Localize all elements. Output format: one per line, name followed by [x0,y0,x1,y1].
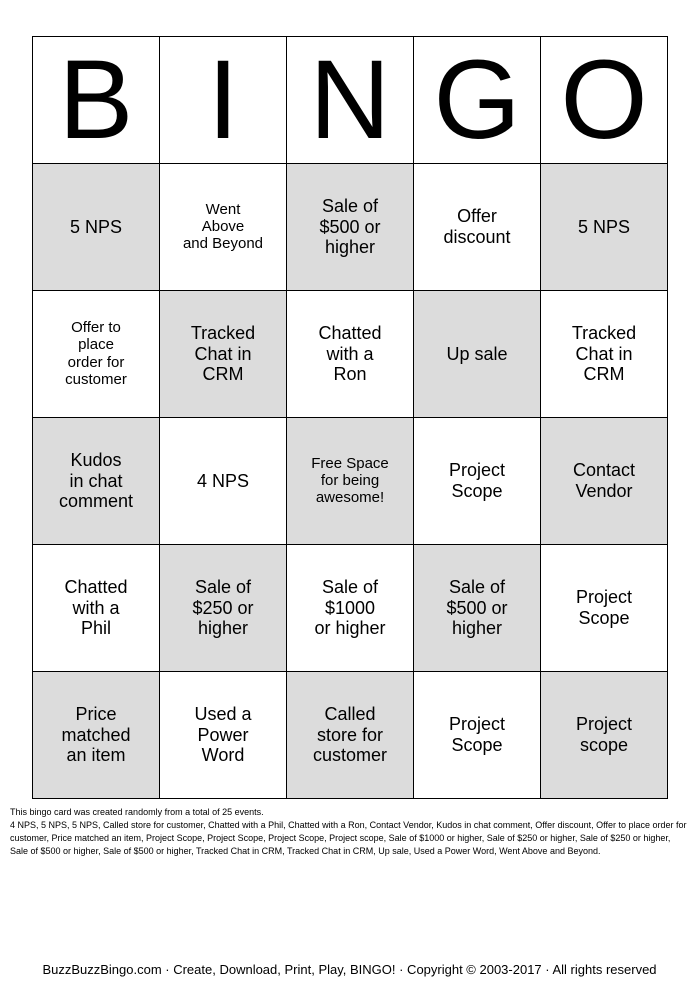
bingo-cell-text: Used a Power Word [194,703,252,766]
header-letter-b: B [33,37,160,164]
bingo-cell-text: Contact Vendor [572,460,636,501]
bingo-cell-text: Tracked Chat in CRM [571,322,637,385]
bingo-cell [33,672,160,799]
bingo-cell [33,291,160,418]
bingo-cell [414,418,541,545]
bingo-cell [287,164,414,291]
bingo-cell [33,164,160,291]
bingo-cell-text: Sale of $1000 or higher [314,576,386,639]
bingo-cell [33,545,160,672]
bingo-cell [160,418,287,545]
bingo-cell [160,672,287,799]
bingo-cell-text: Called store for customer [312,703,388,766]
bingo-cell-text: Free Space for being awesome! [311,454,389,507]
header-letter-o: O [541,37,668,164]
bingo-row [33,418,668,545]
bingo-cell [541,164,668,291]
header-letter-n: N [287,37,414,164]
bingo-cell-text: Sale of $500 or higher [446,576,508,639]
bingo-cell-text: Offer to place order for customer [65,319,127,388]
bingo-cell-text: 5 NPS [577,216,631,237]
bingo-cell-text: Project scope [575,714,633,755]
bingo-cell-text: Tracked Chat in CRM [190,322,256,385]
bingo-row [33,164,668,291]
copyright-footer: BuzzBuzzBingo.com · Create, Download, Print, Play, BINGO! · Copyright © 2003-2017 · All rights reserved [42,962,657,977]
bingo-cell-text: Project Scope [448,714,506,755]
free-space-cell [287,418,414,545]
bingo-row [33,291,668,418]
bingo-cell [160,291,287,418]
bingo-cell-text: 5 NPS [69,216,123,237]
bingo-cell-text: Chatted with a Ron [318,322,382,385]
bingo-cell-text: Project Scope [575,587,633,628]
bingo-cell [287,672,414,799]
header-letter-g: G [414,37,541,164]
bingo-cell [541,545,668,672]
bingo-cell-text: Offer discount [443,206,511,247]
bingo-cell [414,545,541,672]
bingo-cell-text: Sale of $500 or higher [319,195,381,258]
bingo-row [33,545,668,672]
bingo-cell [160,545,287,672]
bingo-cell-text: Chatted with a Phil [64,576,128,639]
bingo-cell [414,672,541,799]
bingo-cell-text: Project Scope [448,460,506,501]
bingo-cell [541,291,668,418]
bingo-card [32,36,668,799]
card-description [10,806,688,858]
header-letter-i: I [160,37,287,164]
bingo-cell [541,418,668,545]
bingo-cell-text: Went Above and Beyond [182,200,264,253]
bingo-cell [541,672,668,799]
bingo-cell [414,291,541,418]
bingo-cell-text: Kudos in chat comment [58,449,134,512]
bingo-cell [287,291,414,418]
card-description-intro: This bingo card was created randomly from a total of 25 events. [10,807,264,817]
bingo-cell [33,418,160,545]
bingo-cell-text: Price matched an item [61,703,131,766]
bingo-cell-text: Up sale [446,343,508,364]
bingo-cell-text: 4 NPS [196,470,250,491]
bingo-cell-text: Sale of $250 or higher [192,576,254,639]
bingo-cell [160,164,287,291]
bingo-row [33,672,668,799]
bingo-cell [414,164,541,291]
event-list: 4 NPS, 5 NPS, 5 NPS, Called store for customer, Chatted with a Phil, Chatted with a Ron, Contact Vendor, Kudos in chat comment, Offer discount, Offer to place order for customer, Price matched an item, Project Scope, Project Scope, Project Scope, Project scope, Sale of $1000 or higher, Sale of $250 or higher, Sale of $250 or higher, Sale of $500 or higher, Sale of $500 or higher, Tracked Chat in CRM, Tracked Chat in CRM, Up sale, Used a Power Word, Went Above and Beyond. [10,820,687,856]
bingo-header-row [33,37,668,164]
bingo-cell [287,545,414,672]
